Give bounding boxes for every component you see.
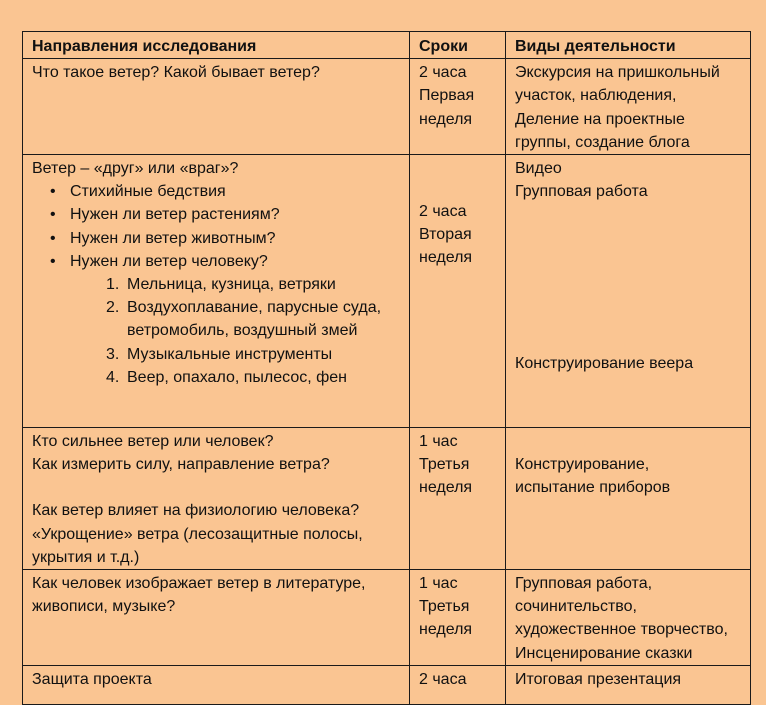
direction-text: «Укрощение» ветра (лесозащитные полосы,	[32, 525, 363, 543]
activity-cell	[506, 570, 751, 666]
header-directions: Направления исследования	[23, 32, 410, 59]
term-week-word: неделя	[419, 621, 473, 639]
table-row	[23, 155, 751, 428]
numbered-item	[106, 296, 402, 342]
bullet-item: • Нужен ли ветер человеку?	[70, 250, 402, 273]
term-hours: 1 час	[419, 575, 458, 593]
bullet-item: • Стихийные бедствия	[70, 180, 402, 203]
activity-line: Групповая работа	[515, 183, 648, 201]
direction-text: укрытия и т.д.)	[32, 548, 140, 566]
direction-cell	[23, 428, 410, 570]
spacer	[515, 430, 743, 453]
term-cell	[410, 570, 506, 666]
item-number: 3.	[106, 345, 120, 363]
item-text: Веер, опахало, пылесос, фен	[127, 368, 348, 386]
item-text: ветромобиль, воздушный змей	[127, 322, 358, 340]
term-week-word: неделя	[419, 479, 473, 497]
direction-text: живописи, музыке?	[32, 598, 176, 616]
activity-line: Инсценирование сказки	[515, 644, 693, 662]
item-text: Воздухоплавание, парусные суда,	[127, 299, 382, 317]
term-week-ordinal: Вторая	[419, 226, 472, 244]
numbered-list	[32, 273, 402, 389]
term-hours: 2 часа	[419, 670, 467, 688]
activity-line: группы, создание блога	[515, 133, 690, 151]
bullet-item: • Нужен ли ветер растениям?	[70, 203, 402, 226]
direction-cell	[23, 570, 410, 666]
direction-text: Как измерить силу, направление ветра?	[32, 456, 330, 474]
numbered-item	[106, 366, 402, 389]
term-hours: 2 часа	[419, 203, 467, 221]
activity-line: Видео	[515, 160, 562, 178]
direction-text: Защита проекта	[32, 670, 152, 688]
activity-cell	[506, 428, 751, 570]
header-row	[23, 32, 751, 59]
spacer	[32, 476, 402, 499]
numbered-item	[106, 343, 402, 366]
activity-line: художественное творчество,	[515, 621, 728, 639]
direction-cell	[23, 665, 410, 704]
term-week-ordinal: Первая	[419, 87, 475, 105]
term-week-word: неделя	[419, 249, 473, 267]
activity-line: испытание приборов	[515, 479, 671, 497]
table-row	[23, 428, 751, 570]
activity-line: Экскурсия на пришкольный	[515, 64, 720, 82]
activity-line: Деление на проектные	[515, 110, 685, 128]
table-row	[23, 570, 751, 666]
item-number: 2.	[106, 299, 120, 317]
table-row	[23, 665, 751, 704]
item-text: Музыкальные инструменты	[127, 345, 333, 363]
numbered-item	[106, 273, 402, 296]
bullet-list	[32, 180, 402, 273]
direction-text: Что такое ветер? Какой бывает ветер?	[32, 64, 320, 82]
header-activities: Виды деятельности	[506, 32, 751, 59]
term-cell	[410, 59, 506, 155]
direction-text: Кто сильнее ветер или человек?	[32, 433, 274, 451]
activity-line: сочинительство,	[515, 598, 637, 616]
activity-line: Итоговая презентация	[515, 670, 682, 688]
research-plan-table	[22, 31, 751, 705]
direction-text: Как ветер влияет на физиологию человека?	[32, 502, 360, 520]
term-week-word: неделя	[419, 110, 473, 128]
direction-cell	[23, 59, 410, 155]
item-text: Мельница, кузница, ветряки	[127, 276, 336, 294]
activity-line: Групповая работа,	[515, 575, 653, 593]
table-row	[23, 59, 751, 155]
term-hours: 2 часа	[419, 64, 467, 82]
item-number: 1.	[106, 276, 120, 294]
term-cell	[410, 428, 506, 570]
activity-cell	[506, 59, 751, 155]
direction-cell	[23, 155, 410, 428]
term-week-ordinal: Третья	[419, 598, 470, 616]
activity-cell	[506, 155, 751, 428]
direction-text: Как человек изображает ветер в литературе,	[32, 575, 366, 593]
item-number: 4.	[106, 368, 120, 386]
spacer	[515, 203, 743, 352]
activity-line: участок, наблюдения,	[515, 87, 677, 105]
bullet-item: • Нужен ли ветер животным?	[70, 227, 402, 250]
term-hours: 1 час	[419, 433, 458, 451]
term-cell	[410, 665, 506, 704]
activity-line: Конструирование,	[515, 456, 650, 474]
header-terms: Сроки	[410, 32, 506, 59]
direction-title: Ветер – «друг» или «враг»?	[32, 160, 239, 178]
term-week-ordinal: Третья	[419, 456, 470, 474]
term-cell	[410, 155, 506, 428]
activity-cell	[506, 665, 751, 704]
activity-line: Конструирование веера	[515, 355, 694, 373]
